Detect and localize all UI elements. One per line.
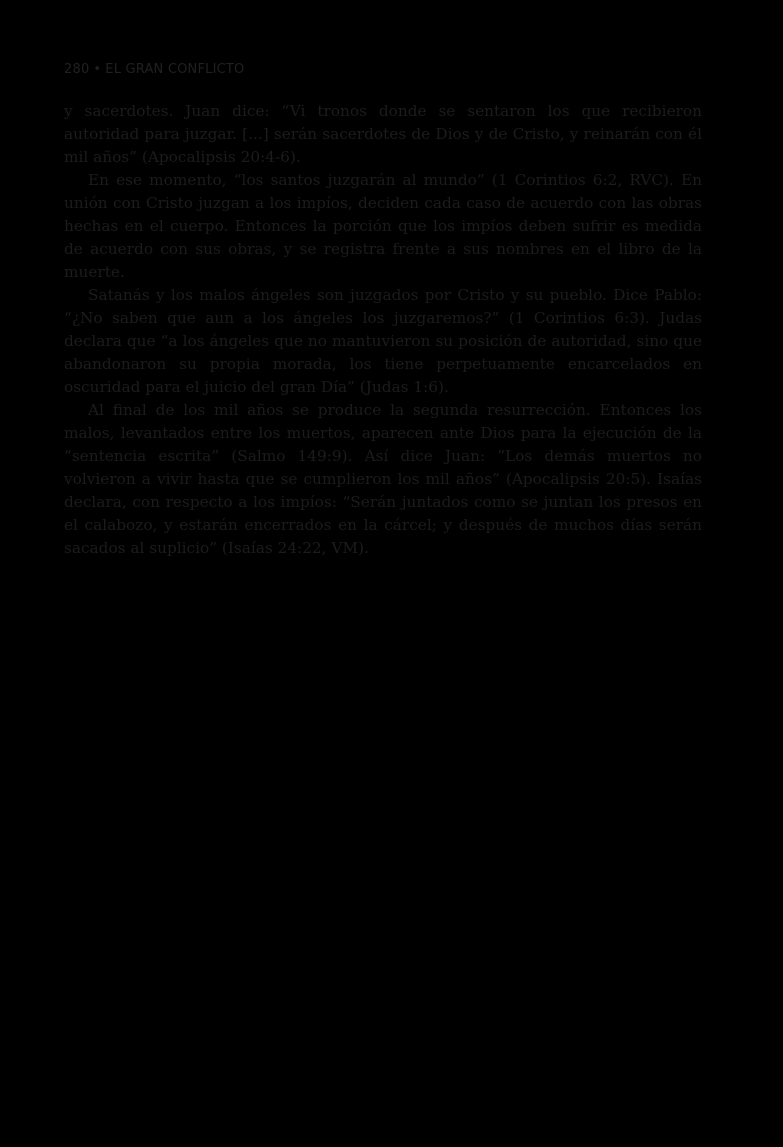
- paragraph: En ese momento, “los santos juzgarán al mundo” (1 Corintios 6:2, RVC). En unión con Cristo juzgan a los impíos, deciden cada caso de acuerdo con las obras hechas en el cuerpo. Entonces la porción que los impíos deben sufrir es medida de acuerdo con sus obras, y se registra frente a sus nombres en el libro de la muerte.: [64, 171, 702, 281]
- header-separator: •: [93, 62, 102, 77]
- body-text: [64, 100, 702, 560]
- running-header: [64, 62, 244, 77]
- page-number: 280: [64, 62, 90, 77]
- paragraph: Al final de los mil años se produce la segunda resurrección. Entonces los malos, levantados entre los muertos, aparecen ante Dios para la ejecución de la “sentencia escrita” (Salmo 149:9). Así dice Juan: “Los demás muertos no volvieron a vivir hasta que se cumplieron los mil años” (Apocalipsis 20:5). Isaías declara, con respecto a los impíos: “Serán juntados como se juntan los presos en el calabozo, y estarán encerrados en la cárcel; y después de muchos días serán sacados al suplicio” (Isaías 24:22, VM).: [64, 401, 702, 557]
- book-title: EL GRAN CONFLICTO: [105, 62, 245, 77]
- paragraph-continued: y sacerdotes. Juan dice: “Vi tronos donde se sentaron los que recibieron autoridad para juzgar. [...] serán sacerdotes de Dios y de Cristo, y reinarán con él mil años” (Apocalipsis 20:4-6).: [64, 102, 702, 166]
- paragraph: Satanás y los malos ángeles son juzgados por Cristo y su pueblo. Dice Pablo: “¿No saben que aun a los ángeles los juzgaremos?” (1 Corintios 6:3). Judas declara que “a los ángeles que no mantuvieron su posición de autoridad, sino que abandonaron su propia morada, los tiene perpetuamente encarcelados en oscuridad para el juicio del gran Día” (Judas 1:6).: [64, 286, 702, 396]
